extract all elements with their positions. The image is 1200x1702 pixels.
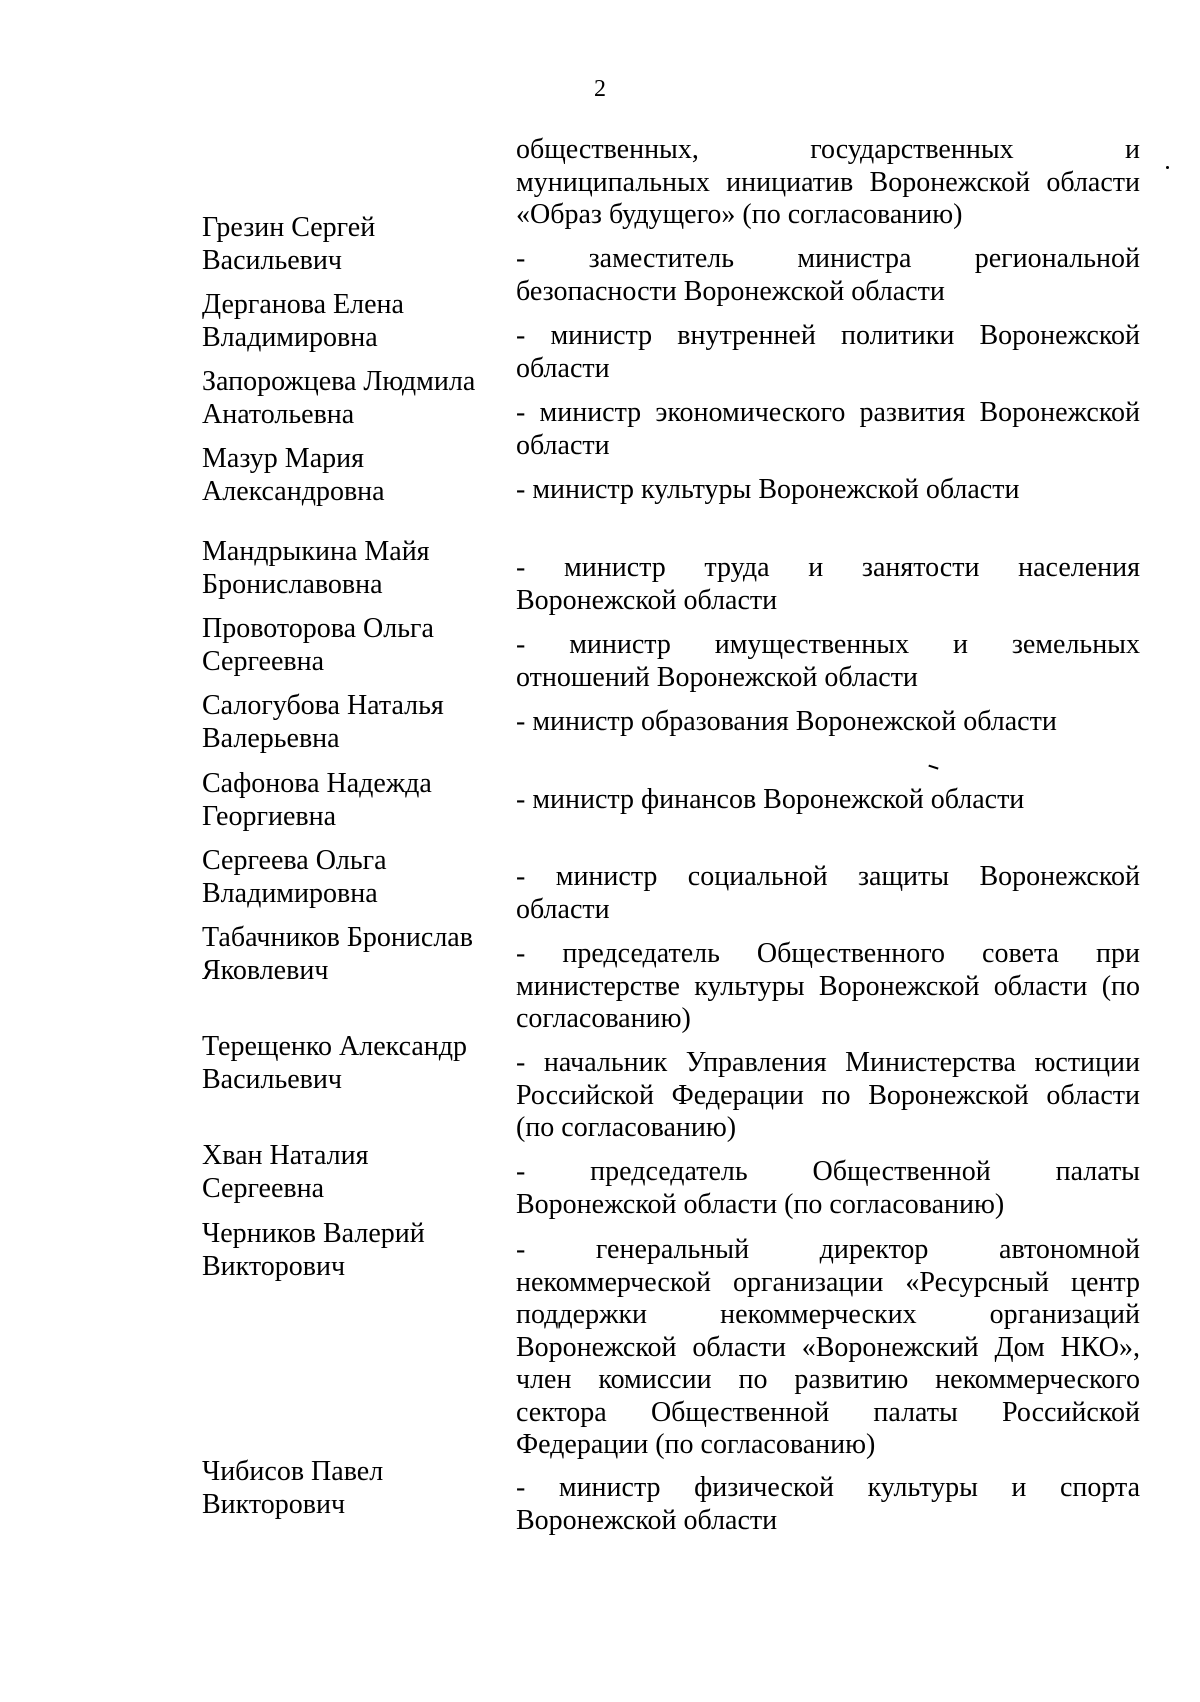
- member-name-line-1: Сергеева Ольга: [202, 845, 387, 876]
- member-role-line-1: - министр социальной защиты Воронежской: [516, 861, 1140, 892]
- member-role-rest: министерстве культуры Воронежской области (по согласованию): [516, 970, 1140, 1034]
- member-name-line-1: Запорожцева Людмила: [202, 366, 476, 397]
- member-name-line-2: Владимировна: [202, 877, 378, 909]
- member-role: [516, 1156, 1140, 1221]
- intro-line-1: общественных, государственных и: [516, 134, 1140, 165]
- member-name-line-1: Грезин Сергей: [202, 212, 376, 243]
- member-role: [516, 784, 1140, 817]
- intro-continuation: [516, 134, 1140, 232]
- member-role-rest: безопасности Воронежской области: [516, 275, 945, 307]
- member-name: [202, 1218, 502, 1283]
- member-role-line-1: - министр физической культуры и спорта: [516, 1472, 1140, 1503]
- member-name-line-1: Табачников Бронислав: [202, 922, 473, 953]
- member-role-rest: некоммерческой организации «Ресурсный центр поддержки некоммерческих организаций Воронежской области «Воронежский Дом НКО», член комиссии по развитию некоммерческого сектора Общественной палаты Российской Федерации (по согласованию): [516, 1266, 1140, 1460]
- member-role-rest: области: [516, 352, 610, 384]
- page-number: 2: [594, 76, 606, 102]
- member-role-line-1: - председатель Общественной палаты: [516, 1156, 1140, 1187]
- member-role-line-1: - министр экономического развития Воронежской: [516, 397, 1140, 428]
- member-role: [516, 1047, 1140, 1145]
- member-name: [202, 1140, 502, 1205]
- member-name-line-2: Брониславовна: [202, 568, 383, 600]
- member-role-rest: области: [516, 429, 610, 461]
- member-name-line-1: Терещенко Александр: [202, 1031, 468, 1062]
- member-name-line-2: Валерьевна: [202, 722, 340, 754]
- member-role: [516, 1234, 1140, 1462]
- member-role: [516, 243, 1140, 308]
- member-name-line-2: Васильевич: [202, 244, 342, 276]
- member-name-line-1: Дерганова Елена: [202, 289, 404, 320]
- member-name-line-1: Салогубова Наталья: [202, 690, 444, 721]
- member-name-line-2: Александровна: [202, 475, 385, 507]
- member-name: [202, 1456, 502, 1521]
- member-name-line-1: Чибисов Павел: [202, 1456, 384, 1487]
- member-role-rest: Российской Федерации по Воронежской области (по согласованию): [516, 1079, 1140, 1143]
- member-role-line-1: - министр труда и занятости населения: [516, 552, 1140, 583]
- member-role-line-1: - председатель Общественного совета при: [516, 938, 1140, 969]
- member-role: [516, 474, 1140, 507]
- member-name-line-2: Яковлевич: [202, 954, 329, 986]
- member-role-line-1: - министр финансов Воронежской области: [516, 784, 1025, 815]
- member-role: [516, 706, 1140, 739]
- intro-rest: муниципальных инициатив Воронежской области «Образ будущего» (по согласованию): [516, 166, 1140, 230]
- member-name: [202, 922, 502, 987]
- member-role-line-1: - министр образования Воронежской области: [516, 706, 1057, 737]
- member-name: [202, 536, 502, 601]
- member-name-line-2: Сергеевна: [202, 1172, 325, 1204]
- member-name: [202, 212, 502, 277]
- member-role: [516, 1472, 1140, 1537]
- member-name: [202, 443, 502, 508]
- member-name-line-2: Сергеевна: [202, 645, 325, 677]
- member-name-line-2: Васильевич: [202, 1063, 342, 1095]
- member-role-rest: Воронежской области: [516, 1504, 778, 1536]
- member-name: [202, 613, 502, 678]
- member-name: [202, 690, 502, 755]
- member-name-line-1: Хван Наталия: [202, 1140, 369, 1171]
- member-name-line-1: Провоторова Ольга: [202, 613, 434, 644]
- member-name-line-2: Георгиевна: [202, 800, 337, 832]
- member-role-rest: отношений Воронежской области: [516, 661, 918, 693]
- member-name-line-1: Мазур Мария: [202, 443, 364, 474]
- member-name: [202, 768, 502, 833]
- member-name: [202, 366, 502, 431]
- member-role-line-1: - заместитель министра региональной: [516, 243, 1140, 274]
- member-name-line-2: Анатольевна: [202, 398, 355, 430]
- scan-mark: [927, 765, 938, 773]
- member-role: [516, 861, 1140, 926]
- member-role-line-1: - генеральный директор автономной: [516, 1234, 1140, 1265]
- member-name: [202, 289, 502, 354]
- member-role: [516, 629, 1140, 694]
- member-role: [516, 552, 1140, 617]
- member-name-line-1: Черников Валерий: [202, 1218, 425, 1249]
- member-role-rest: Воронежской области (по согласованию): [516, 1188, 1005, 1220]
- scan-speck: [1166, 166, 1169, 169]
- member-name-line-1: Мандрыкина Майя: [202, 536, 430, 567]
- member-name-line-2: Викторович: [202, 1488, 346, 1520]
- member-role-line-1: - министр культуры Воронежской области: [516, 474, 1020, 505]
- member-role: [516, 320, 1140, 385]
- member-role-line-1: - начальник Управления Министерства юстиции: [516, 1047, 1140, 1078]
- member-role-line-1: - министр имущественных и земельных: [516, 629, 1140, 660]
- member-name: [202, 845, 502, 910]
- member-role: [516, 397, 1140, 462]
- member-name-line-2: Владимировна: [202, 321, 378, 353]
- member-role: [516, 938, 1140, 1036]
- member-role-rest: Воронежской области: [516, 584, 778, 616]
- member-role-line-1: - министр внутренней политики Воронежской: [516, 320, 1140, 351]
- member-name: [202, 1031, 502, 1096]
- member-name-line-1: Сафонова Надежда: [202, 768, 432, 799]
- member-role-rest: области: [516, 893, 610, 925]
- member-name-line-2: Викторович: [202, 1250, 346, 1282]
